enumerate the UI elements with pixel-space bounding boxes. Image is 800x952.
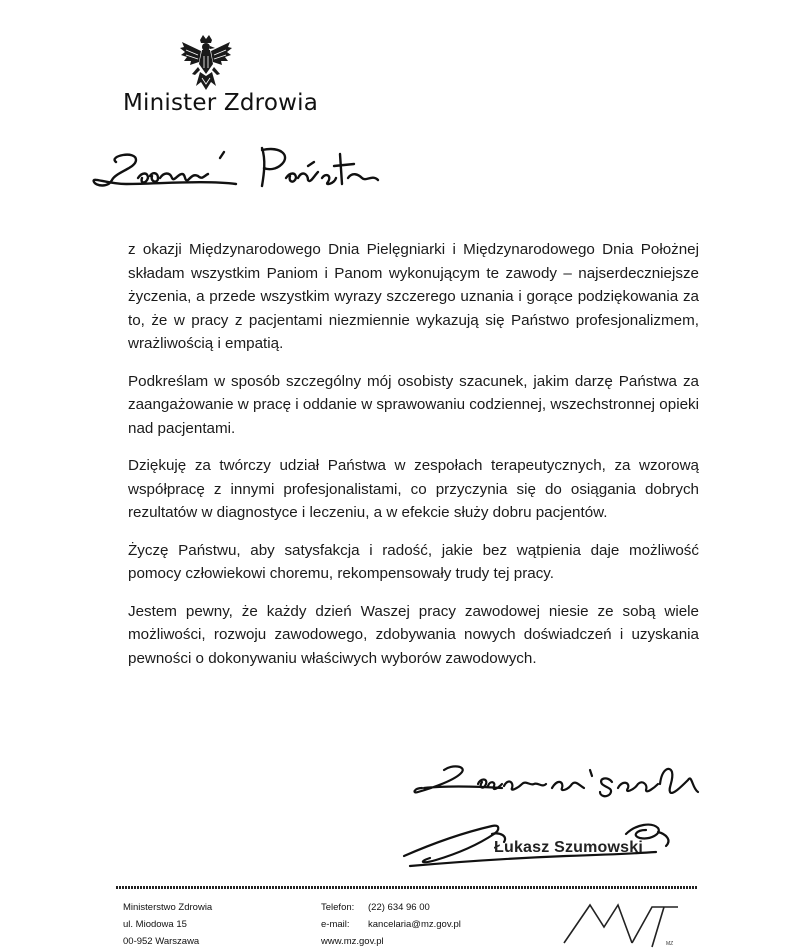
letter-paragraph: z okazji Międzynarodowego Dnia Pielęgniarki i Międzynarodowego Dnia Położnej składam wszystkim Paniom i Panom wykonującym te zawody – najserdeczniejsze życzenia, a przede wszystkim wyrazy szczerego uznania i gorące podziękowania za to, że w pracy z pacjentami niezmiennie wykazują się Państwo profesjonalizmem, wrażliwością i empatią. [128,241,699,352]
letter-paragraph: Życzę Państwu, aby satysfakcja i radość, jakie bez wątpienia daje możliwość pomocy człowiekowi choremu, rekompensowały trudy tej pracy. [128,541,699,582]
signer-name: Łukasz Szumowski [494,839,644,856]
website-link[interactable]: www.mz.gov.pl [321,936,384,947]
letter-paragraph: Jestem pewny, że każdy dzień Waszej pracy zawodowej niesie ze sobą wiele możliwości, rozwoju zawodowego, zdobywania nowych doświadczeń i uzyskania pewności o dokonywaniu właściwych wyborów zawodowych. [128,602,699,667]
email-label: e-mail: [321,919,350,930]
footer-address-line: 00-952 Warszawa [123,936,200,947]
phone-label: Telefon: [321,902,355,913]
email-link[interactable]: kancelaria@mz.gov.pl [368,919,461,930]
footer-address [123,899,212,950]
phone-number: (22) 634 96 00 [368,902,430,913]
footer-email-row [321,916,461,933]
footer-address-line: ul. Miodowa 15 [123,919,187,930]
footer-phone-row [321,899,461,916]
letter-body [128,238,699,684]
letter-paragraph: Dziękuję za twórczy udział Państwa w zespołach terapeutycznych, za wzorową współpracę z innymi profesjonalistami, co przyczynia się do osiągania dobrych rezultatów w diagnostyce i leczeniu, a w efekcie służy dobru pacjentów. [128,457,699,521]
handwritten-salutation-icon [86,140,446,210]
footer-divider [116,886,698,889]
svg-text:MZ: MZ [666,941,674,947]
letter-paragraph: Podkreślam w sposób szczególny mój osobisty szacunek, jakim darzę Państwa za zaangażowanie w pracę i oddanie w sprawowaniu codziennej, wszechstronnej opieki nad pacjentami. [128,372,699,437]
footer-contact [321,899,461,950]
ministry-name: Minister Zdrowia [123,90,318,116]
footer-address-line: Ministerstwo Zdrowia [123,902,213,913]
polish-eagle-icon [178,34,234,92]
mz-logo-icon [560,897,690,949]
